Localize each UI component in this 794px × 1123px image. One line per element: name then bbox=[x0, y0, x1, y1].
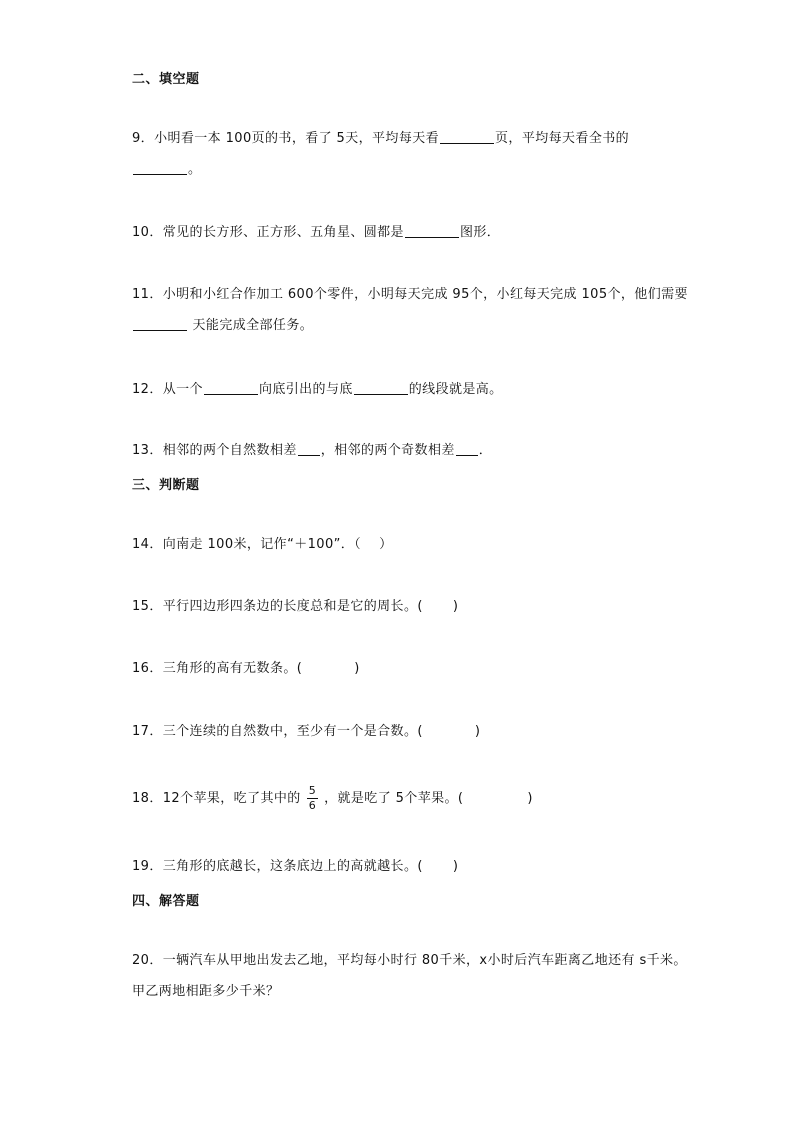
q18-close: ) bbox=[527, 791, 533, 806]
q16-text: 16．三角形的高有无数条。( bbox=[132, 661, 303, 676]
q9-text-1: 9．小明看一本 100页的书，看了 5天，平均每天看 bbox=[132, 131, 440, 146]
question-13 bbox=[132, 435, 692, 466]
question-14 bbox=[132, 529, 692, 560]
q9-blank-2 bbox=[133, 160, 187, 175]
q16-close: ) bbox=[354, 661, 360, 676]
q13-text-2: ，相邻的两个奇数相差 bbox=[320, 443, 455, 458]
q13-blank-1 bbox=[298, 441, 320, 456]
q18-fraction-numerator: 5 bbox=[308, 784, 317, 797]
q10-text-1: 10．常见的长方形、正方形、五角星、圆都是 bbox=[132, 225, 404, 240]
q12-text-3: 的线段就是高。 bbox=[408, 382, 503, 397]
q14-close: ） bbox=[379, 537, 393, 552]
q13-text-1: 13．相邻的两个自然数相差 bbox=[132, 443, 297, 458]
q12-blank-1 bbox=[204, 380, 258, 395]
q18-text-2: ，就是吃了 5个苹果。( bbox=[324, 791, 464, 806]
q11-text-2: 天能完成全部任务。 bbox=[188, 318, 314, 333]
q9-blank-1 bbox=[440, 129, 494, 144]
q13-blank-2 bbox=[456, 441, 478, 456]
section-title-judge: 三、判断题 bbox=[132, 478, 200, 493]
question-17 bbox=[132, 716, 692, 747]
question-12 bbox=[132, 374, 692, 405]
q15-text: 15．平行四边形四条边的长度总和是它的周长。( bbox=[132, 599, 423, 614]
q19-text: 19．三角形的底越长，这条底边上的高就越长。( bbox=[132, 859, 423, 874]
q20-text: 20．一辆汽车从甲地出发去乙地，平均每小时行 80千米，x小时后汽车距离乙地还有 s千米。甲乙两地相距多少千米？ bbox=[132, 953, 687, 999]
q12-text-2: 向底引出的与底 bbox=[258, 382, 353, 397]
question-9 bbox=[132, 123, 692, 185]
q10-blank bbox=[405, 223, 459, 238]
q11-blank bbox=[133, 316, 187, 331]
question-10 bbox=[132, 217, 692, 248]
q15-close: ) bbox=[452, 599, 459, 614]
q10-text-2: 图形． bbox=[459, 225, 501, 240]
q12-text-1: 12．从一个 bbox=[132, 382, 203, 397]
q19-close: ) bbox=[452, 859, 459, 874]
q18-text-1: 18．12个苹果，吃了其中的 bbox=[132, 791, 301, 806]
q14-text: 14．向南走 100米，记作“＋100”．（ bbox=[132, 537, 362, 552]
q13-text-3: ． bbox=[478, 443, 493, 458]
q17-close: ) bbox=[474, 724, 481, 739]
question-11 bbox=[132, 279, 692, 341]
q17-text: 17．三个连续的自然数中，至少有一个是合数。( bbox=[132, 724, 423, 739]
q18-fraction-denominator: 6 bbox=[308, 799, 317, 812]
question-15 bbox=[132, 591, 692, 622]
q18-fraction bbox=[307, 784, 318, 813]
q11-text-1: 11．小明和小红合作加工 600个零件，小明每天完成 95个，小红每天完成 105个，他们需要 bbox=[132, 287, 688, 302]
question-20 bbox=[132, 945, 692, 1007]
question-19 bbox=[132, 851, 692, 882]
q9-text-3: 。 bbox=[188, 162, 202, 177]
question-18 bbox=[132, 783, 692, 814]
q12-blank-2 bbox=[354, 380, 408, 395]
section-title-fill-blank: 二、填空题 bbox=[132, 72, 200, 87]
q9-text-2: 页，平均每天看全书的 bbox=[495, 131, 630, 146]
section-title-answer: 四、解答题 bbox=[132, 894, 200, 909]
question-16 bbox=[132, 653, 692, 684]
